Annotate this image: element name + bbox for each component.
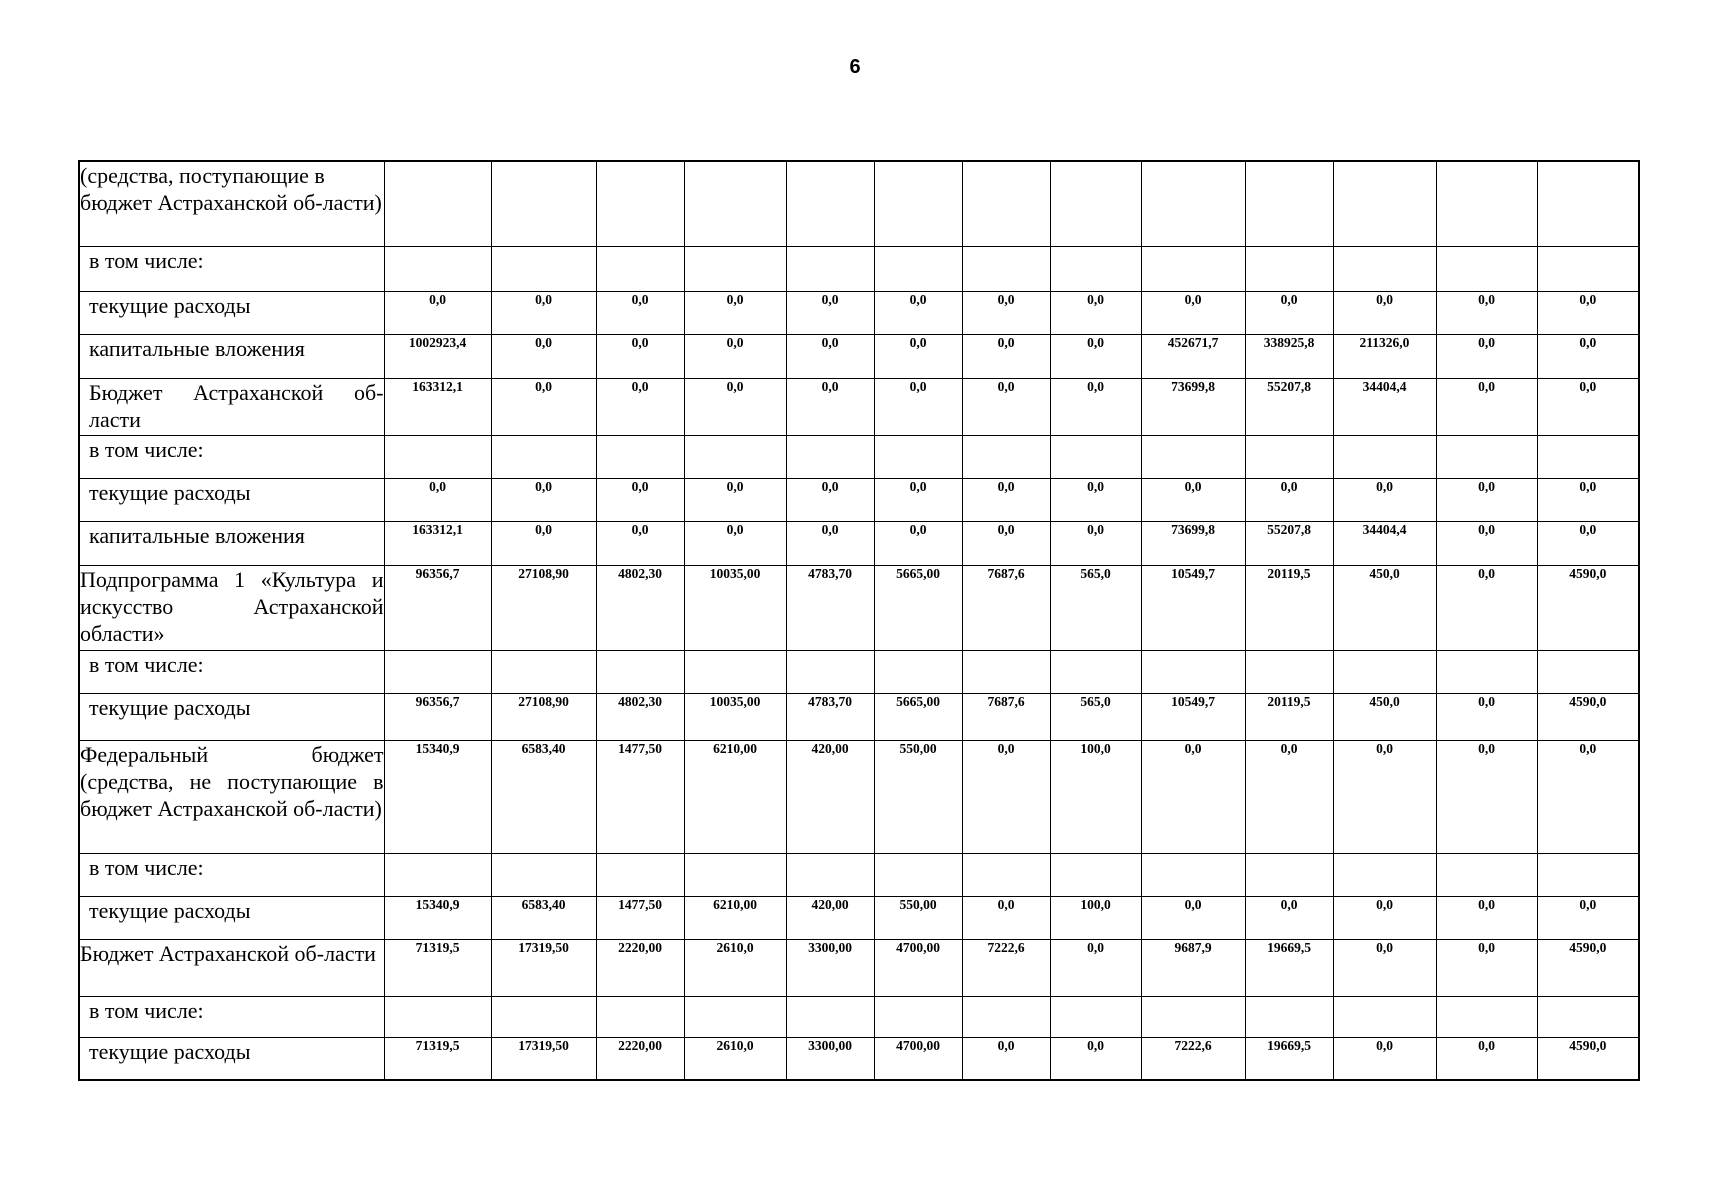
value-cell (384, 246, 491, 291)
value-cell (786, 246, 874, 291)
table-row (79, 565, 1639, 650)
value-cell: 17319,50 (491, 939, 596, 996)
value-cell: 0,0 (962, 896, 1050, 939)
value-cell: 27108,90 (491, 693, 596, 740)
value-cell (962, 435, 1050, 478)
value-cell: 452671,7 (1141, 334, 1245, 378)
value-cell (1141, 650, 1245, 693)
row-label: (средства, поступающие в бюджет Астраханской об-ласти) (79, 161, 384, 246)
value-cell: 550,00 (874, 740, 962, 853)
value-cell: 10035,00 (684, 565, 786, 650)
value-cell: 0,0 (874, 291, 962, 334)
row-label: в том числе: (79, 650, 384, 693)
value-cell: 6210,00 (684, 740, 786, 853)
table-row (79, 246, 1639, 291)
value-cell (596, 853, 684, 896)
value-cell: 0,0 (962, 378, 1050, 435)
value-cell: 0,0 (596, 291, 684, 334)
value-cell: 0,0 (1537, 740, 1639, 853)
value-cell: 0,0 (1436, 478, 1537, 521)
value-cell: 0,0 (1245, 478, 1333, 521)
value-cell: 0,0 (1436, 693, 1537, 740)
value-cell: 0,0 (491, 521, 596, 565)
value-cell: 565,0 (1050, 565, 1141, 650)
value-cell: 0,0 (786, 521, 874, 565)
value-cell (1333, 161, 1436, 246)
value-cell (1537, 996, 1639, 1037)
value-cell (1141, 853, 1245, 896)
value-cell: 0,0 (684, 521, 786, 565)
table-row (79, 521, 1639, 565)
value-cell: 71319,5 (384, 939, 491, 996)
value-cell: 20119,5 (1245, 565, 1333, 650)
value-cell: 55207,8 (1245, 521, 1333, 565)
value-cell (1436, 853, 1537, 896)
value-cell: 0,0 (1333, 478, 1436, 521)
value-cell: 6210,00 (684, 896, 786, 939)
value-cell (786, 435, 874, 478)
row-label: в том числе: (79, 853, 384, 896)
value-cell (1245, 161, 1333, 246)
value-cell (1537, 435, 1639, 478)
value-cell: 0,0 (1436, 1037, 1537, 1080)
value-cell: 6583,40 (491, 740, 596, 853)
value-cell: 96356,7 (384, 693, 491, 740)
value-cell (962, 650, 1050, 693)
value-cell: 71319,5 (384, 1037, 491, 1080)
value-cell: 0,0 (596, 521, 684, 565)
value-cell (786, 650, 874, 693)
value-cell: 0,0 (786, 334, 874, 378)
table-row (79, 435, 1639, 478)
row-label: текущие расходы (79, 693, 384, 740)
value-cell: 34404,4 (1333, 521, 1436, 565)
value-cell: 0,0 (596, 378, 684, 435)
value-cell: 4700,00 (874, 939, 962, 996)
value-cell (874, 650, 962, 693)
value-cell: 0,0 (874, 334, 962, 378)
value-cell: 34404,4 (1333, 378, 1436, 435)
value-cell: 4802,30 (596, 693, 684, 740)
value-cell: 0,0 (1333, 740, 1436, 853)
table-row (79, 896, 1639, 939)
table-row (79, 939, 1639, 996)
value-cell (491, 996, 596, 1037)
value-cell: 5665,00 (874, 693, 962, 740)
value-cell: 7687,6 (962, 693, 1050, 740)
value-cell: 0,0 (1537, 291, 1639, 334)
value-cell (1436, 435, 1537, 478)
row-label: Подпрограмма 1 «Культура и искусство Астраханской области» (79, 565, 384, 650)
value-cell (1141, 246, 1245, 291)
value-cell (1050, 996, 1141, 1037)
value-cell: 0,0 (1537, 334, 1639, 378)
value-cell: 4783,70 (786, 565, 874, 650)
value-cell: 0,0 (596, 478, 684, 521)
value-cell: 0,0 (962, 478, 1050, 521)
value-cell: 0,0 (786, 478, 874, 521)
value-cell: 0,0 (684, 478, 786, 521)
value-cell: 0,0 (1141, 896, 1245, 939)
value-cell: 0,0 (1245, 896, 1333, 939)
value-cell (1050, 435, 1141, 478)
value-cell: 4590,0 (1537, 693, 1639, 740)
value-cell (1050, 650, 1141, 693)
value-cell: 0,0 (1537, 521, 1639, 565)
value-cell (962, 996, 1050, 1037)
row-label: Бюджет Астраханской об-ласти (79, 939, 384, 996)
value-cell (1436, 650, 1537, 693)
table-row (79, 334, 1639, 378)
value-cell: 0,0 (1436, 291, 1537, 334)
value-cell: 5665,00 (874, 565, 962, 650)
value-cell: 338925,8 (1245, 334, 1333, 378)
value-cell: 0,0 (962, 521, 1050, 565)
value-cell: 0,0 (1245, 291, 1333, 334)
value-cell (786, 853, 874, 896)
value-cell (491, 853, 596, 896)
value-cell: 10035,00 (684, 693, 786, 740)
value-cell (684, 161, 786, 246)
value-cell: 550,00 (874, 896, 962, 939)
row-label: Бюджет Астраханской об-ласти (79, 378, 384, 435)
value-cell (1436, 161, 1537, 246)
value-cell (684, 246, 786, 291)
value-cell: 0,0 (874, 521, 962, 565)
value-cell: 0,0 (1141, 478, 1245, 521)
value-cell (1050, 246, 1141, 291)
value-cell: 0,0 (1436, 939, 1537, 996)
value-cell: 27108,90 (491, 565, 596, 650)
table-row (79, 996, 1639, 1037)
value-cell: 19669,5 (1245, 1037, 1333, 1080)
value-cell: 4590,0 (1537, 565, 1639, 650)
row-label: текущие расходы (79, 291, 384, 334)
value-cell (384, 996, 491, 1037)
value-cell: 10549,7 (1141, 693, 1245, 740)
value-cell: 100,0 (1050, 740, 1141, 853)
row-label: капитальные вложения (79, 521, 384, 565)
value-cell (684, 853, 786, 896)
value-cell: 0,0 (1436, 740, 1537, 853)
value-cell: 163312,1 (384, 521, 491, 565)
value-cell: 7687,6 (962, 565, 1050, 650)
value-cell: 565,0 (1050, 693, 1141, 740)
value-cell: 15340,9 (384, 896, 491, 939)
value-cell: 0,0 (684, 334, 786, 378)
value-cell (962, 161, 1050, 246)
value-cell: 6583,40 (491, 896, 596, 939)
value-cell: 0,0 (684, 291, 786, 334)
value-cell: 0,0 (384, 291, 491, 334)
value-cell (1333, 246, 1436, 291)
value-cell (684, 650, 786, 693)
value-cell (1333, 996, 1436, 1037)
value-cell: 4590,0 (1537, 939, 1639, 996)
value-cell (962, 853, 1050, 896)
value-cell: 0,0 (491, 291, 596, 334)
row-label: в том числе: (79, 435, 384, 478)
table-row (79, 378, 1639, 435)
value-cell: 73699,8 (1141, 521, 1245, 565)
value-cell (1333, 853, 1436, 896)
value-cell: 0,0 (1050, 291, 1141, 334)
value-cell: 19669,5 (1245, 939, 1333, 996)
value-cell: 211326,0 (1333, 334, 1436, 378)
value-cell: 0,0 (1050, 478, 1141, 521)
value-cell (1537, 650, 1639, 693)
value-cell (786, 996, 874, 1037)
value-cell: 0,0 (1050, 1037, 1141, 1080)
row-label: текущие расходы (79, 896, 384, 939)
value-cell: 2610,0 (684, 1037, 786, 1080)
value-cell: 0,0 (1537, 478, 1639, 521)
value-cell: 420,00 (786, 896, 874, 939)
value-cell (596, 650, 684, 693)
value-cell: 0,0 (1050, 939, 1141, 996)
value-cell: 4802,30 (596, 565, 684, 650)
value-cell: 2610,0 (684, 939, 786, 996)
value-cell (684, 435, 786, 478)
value-cell: 450,0 (1333, 565, 1436, 650)
value-cell: 1002923,4 (384, 334, 491, 378)
value-cell: 420,00 (786, 740, 874, 853)
value-cell: 9687,9 (1141, 939, 1245, 996)
value-cell: 0,0 (1436, 334, 1537, 378)
value-cell (384, 161, 491, 246)
value-cell: 0,0 (1333, 939, 1436, 996)
value-cell (874, 161, 962, 246)
value-cell: 450,0 (1333, 693, 1436, 740)
value-cell: 73699,8 (1141, 378, 1245, 435)
value-cell (596, 161, 684, 246)
value-cell: 0,0 (1537, 378, 1639, 435)
value-cell: 0,0 (1333, 1037, 1436, 1080)
value-cell: 0,0 (786, 291, 874, 334)
value-cell: 163312,1 (384, 378, 491, 435)
value-cell: 3300,00 (786, 1037, 874, 1080)
value-cell: 55207,8 (1245, 378, 1333, 435)
table-row (79, 291, 1639, 334)
value-cell: 4590,0 (1537, 1037, 1639, 1080)
value-cell: 0,0 (786, 378, 874, 435)
value-cell: 7222,6 (962, 939, 1050, 996)
value-cell (491, 435, 596, 478)
value-cell (596, 246, 684, 291)
value-cell: 3300,00 (786, 939, 874, 996)
value-cell (491, 650, 596, 693)
value-cell (962, 246, 1050, 291)
value-cell: 0,0 (1436, 565, 1537, 650)
row-label: текущие расходы (79, 478, 384, 521)
value-cell: 0,0 (1436, 896, 1537, 939)
value-cell: 2220,00 (596, 1037, 684, 1080)
value-cell: 17319,50 (491, 1037, 596, 1080)
value-cell (1245, 435, 1333, 478)
table-row (79, 853, 1639, 896)
value-cell (1245, 853, 1333, 896)
table-row (79, 1037, 1639, 1080)
row-label: в том числе: (79, 996, 384, 1037)
value-cell: 100,0 (1050, 896, 1141, 939)
value-cell: 15340,9 (384, 740, 491, 853)
value-cell: 0,0 (962, 334, 1050, 378)
value-cell: 0,0 (684, 378, 786, 435)
value-cell (491, 161, 596, 246)
value-cell: 0,0 (874, 378, 962, 435)
value-cell (1436, 246, 1537, 291)
page-number: 6 (849, 56, 861, 78)
row-label: текущие расходы (79, 1037, 384, 1080)
table-row (79, 740, 1639, 853)
table-row (79, 478, 1639, 521)
value-cell: 10549,7 (1141, 565, 1245, 650)
value-cell (384, 650, 491, 693)
value-cell: 20119,5 (1245, 693, 1333, 740)
value-cell (874, 435, 962, 478)
value-cell (874, 246, 962, 291)
value-cell (1245, 650, 1333, 693)
value-cell: 0,0 (1050, 521, 1141, 565)
value-cell (1245, 246, 1333, 291)
value-cell: 0,0 (491, 334, 596, 378)
value-cell: 1477,50 (596, 740, 684, 853)
value-cell (596, 996, 684, 1037)
value-cell (1333, 650, 1436, 693)
value-cell: 4783,70 (786, 693, 874, 740)
value-cell: 0,0 (1141, 740, 1245, 853)
value-cell: 96356,7 (384, 565, 491, 650)
value-cell (384, 435, 491, 478)
value-cell: 0,0 (1537, 896, 1639, 939)
value-cell: 0,0 (874, 478, 962, 521)
value-cell: 0,0 (1436, 378, 1537, 435)
value-cell (384, 853, 491, 896)
value-cell: 0,0 (1050, 378, 1141, 435)
value-cell: 0,0 (596, 334, 684, 378)
value-cell (596, 435, 684, 478)
value-cell: 0,0 (1333, 896, 1436, 939)
value-cell: 0,0 (1436, 521, 1537, 565)
value-cell (1141, 435, 1245, 478)
table-row (79, 650, 1639, 693)
value-cell: 0,0 (491, 478, 596, 521)
value-cell: 0,0 (1141, 291, 1245, 334)
value-cell (491, 246, 596, 291)
value-cell (1537, 246, 1639, 291)
value-cell (1436, 996, 1537, 1037)
table-row (79, 693, 1639, 740)
value-cell: 0,0 (491, 378, 596, 435)
value-cell: 0,0 (962, 1037, 1050, 1080)
value-cell: 0,0 (1333, 291, 1436, 334)
value-cell (786, 161, 874, 246)
table-row (79, 161, 1639, 246)
value-cell (1245, 996, 1333, 1037)
value-cell (874, 996, 962, 1037)
budget-table (78, 160, 1640, 1081)
value-cell (1537, 161, 1639, 246)
value-cell: 0,0 (1245, 740, 1333, 853)
value-cell (874, 853, 962, 896)
value-cell (1141, 996, 1245, 1037)
value-cell: 0,0 (384, 478, 491, 521)
value-cell: 7222,6 (1141, 1037, 1245, 1080)
row-label: капитальные вложения (79, 334, 384, 378)
value-cell: 0,0 (1050, 334, 1141, 378)
value-cell (1537, 853, 1639, 896)
row-label: Федеральный бюджет (средства, не поступающие в бюджет Астраханской об-ласти) (79, 740, 384, 853)
value-cell: 1477,50 (596, 896, 684, 939)
value-cell (1050, 161, 1141, 246)
value-cell: 0,0 (962, 740, 1050, 853)
value-cell (1050, 853, 1141, 896)
value-cell: 4700,00 (874, 1037, 962, 1080)
value-cell (1333, 435, 1436, 478)
value-cell (1141, 161, 1245, 246)
value-cell (684, 996, 786, 1037)
value-cell: 2220,00 (596, 939, 684, 996)
row-label: в том числе: (79, 246, 384, 291)
value-cell: 0,0 (962, 291, 1050, 334)
